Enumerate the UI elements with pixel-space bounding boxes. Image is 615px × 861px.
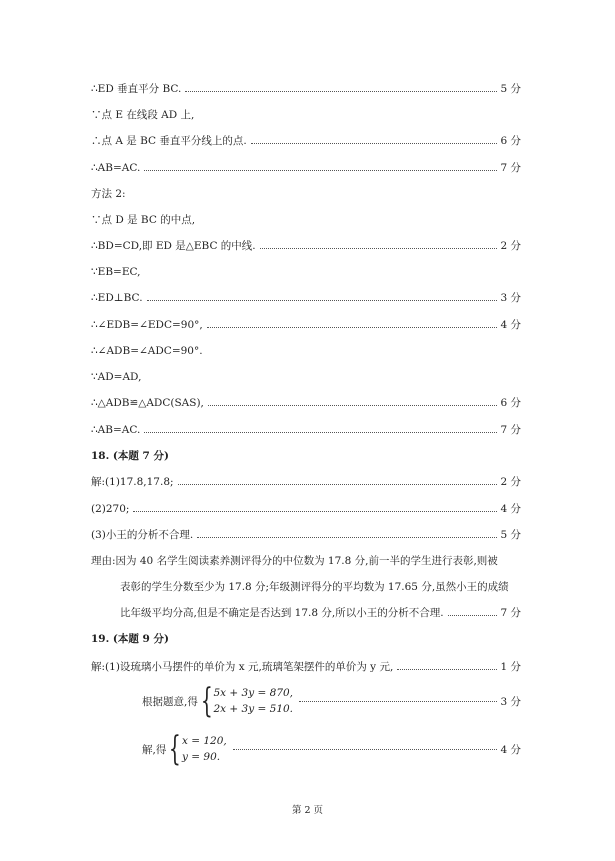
line-4-text: ∴AB=AC.: [91, 162, 141, 174]
line-9: [91, 287, 521, 305]
line-8: ∵EB=EC,: [91, 266, 141, 278]
page-number: 第 2 页: [291, 805, 324, 816]
leader-dots: [144, 169, 497, 171]
q18-reason-2: 表彰的学生分数至少为 17.8 分;年级测评得分的平均数为 17.65 分,虽然小王的成绩: [120, 581, 509, 593]
q19-line-1-text: 解:(1)设琉璃小马摆件的单价为 x 元,琉璃笔架摆件的单价为 y 元,: [91, 661, 394, 673]
sys1-equations: [213, 685, 293, 717]
q18-line-1-text: 解:(1)17.8,17.8;: [91, 476, 174, 488]
q18-reason-score: 7 分: [500, 607, 521, 619]
line-13: [91, 392, 521, 410]
line-9-text: ∴ED⊥BC.: [91, 292, 143, 304]
sys2-eq1: x = 120,: [181, 735, 227, 747]
q18-reason-3: [120, 602, 521, 620]
q18-reason-1: 理由:因为 40 名学生阅读素养测评得分的中位数为 17.8 分,前一半的学生进行表彰,则被: [91, 555, 498, 567]
q18-line-1-score: 2 分: [500, 476, 521, 488]
line-7-score: 2 分: [500, 240, 521, 252]
q18-line-3-score: 5 分: [500, 529, 521, 541]
line-10-text: ∴∠EDB=∠EDC=90°,: [91, 319, 203, 331]
leader-dots: [299, 700, 497, 702]
line-14-score: 7 分: [500, 424, 521, 436]
line-4-score: 7 分: [500, 162, 521, 174]
q18-heading: 18. (本题 7 分): [91, 450, 169, 462]
line-7-text: ∴BD=CD,即 ED 是△EBC 的中线.: [91, 240, 256, 252]
line-1-text: ∴ED 垂直平分 BC.: [91, 83, 182, 95]
line-3-score: 6 分: [500, 135, 521, 147]
sys1-score: 3 分: [500, 695, 521, 708]
sys2-score: 4 分: [500, 743, 521, 756]
line-1: [91, 78, 521, 96]
q18-reason-3-text: 比年级平均分高,但是不确定是否达到 17.8 分,所以小王的分析不合理.: [120, 607, 444, 619]
leader-dots: [197, 536, 497, 538]
line-10-score: 4 分: [500, 319, 521, 331]
leader-dots: [397, 668, 497, 670]
leader-dots: [448, 614, 498, 616]
line-3: [91, 130, 521, 148]
leader-dots: [208, 404, 498, 406]
q18-line-1: [91, 471, 521, 489]
line-10: [91, 314, 521, 332]
q19-heading: 19. (本题 9 分): [91, 633, 169, 645]
leader-dots: [251, 142, 498, 144]
q19-line-1-score: 1 分: [500, 661, 521, 673]
line-6: ∵点 D 是 BC 的中点,: [91, 214, 196, 226]
line-1-score: 5 分: [500, 83, 521, 95]
line-3-text: ∴点 A 是 BC 垂直平分线上的点.: [91, 135, 247, 147]
line-9-score: 3 分: [500, 292, 521, 304]
sys2-label: 解,得: [142, 743, 167, 756]
q18-line-2: [91, 498, 521, 516]
sys1-eq1: 5x + 3y = 870,: [213, 687, 294, 699]
equation-system-2: [142, 729, 521, 769]
line-2: ∵点 E 在线段 AD 上,: [91, 109, 195, 121]
left-brace-icon: {: [169, 729, 182, 769]
q19-line-1: [91, 656, 521, 674]
sys2-eq2: y = 90.: [181, 751, 221, 763]
line-11: ∴∠ADB=∠ADC=90°.: [91, 345, 203, 357]
equation-system-1: [142, 681, 521, 721]
line-7: [91, 235, 521, 253]
q18-line-2-score: 4 分: [500, 503, 521, 515]
leader-dots: [133, 510, 497, 512]
line-13-score: 6 分: [500, 397, 521, 409]
q18-line-3-text: (3)小王的分析不合理.: [91, 529, 194, 541]
line-14-text: ∴AB=AC.: [91, 424, 141, 436]
sys2-equations: [182, 733, 227, 765]
line-14: [91, 419, 521, 437]
q18-line-2-text: (2)270;: [91, 503, 130, 515]
q18-line-3: [91, 524, 521, 542]
leader-dots: [147, 299, 498, 301]
leader-dots: [207, 326, 498, 328]
leader-dots: [185, 90, 497, 92]
leader-dots: [144, 431, 497, 433]
sys1-eq2: 2x + 3y = 510.: [213, 703, 294, 715]
leader-dots: [233, 748, 498, 750]
sys1-label: 根据题意,得: [142, 695, 198, 708]
line-13-text: ∴△ADB≌△ADC(SAS),: [91, 397, 204, 409]
leader-dots: [260, 247, 498, 249]
left-brace-icon: {: [200, 681, 213, 721]
line-4: [91, 157, 521, 175]
method-2-label: 方法 2:: [91, 188, 126, 200]
leader-dots: [178, 483, 498, 485]
line-12: ∵AD=AD,: [91, 371, 142, 383]
